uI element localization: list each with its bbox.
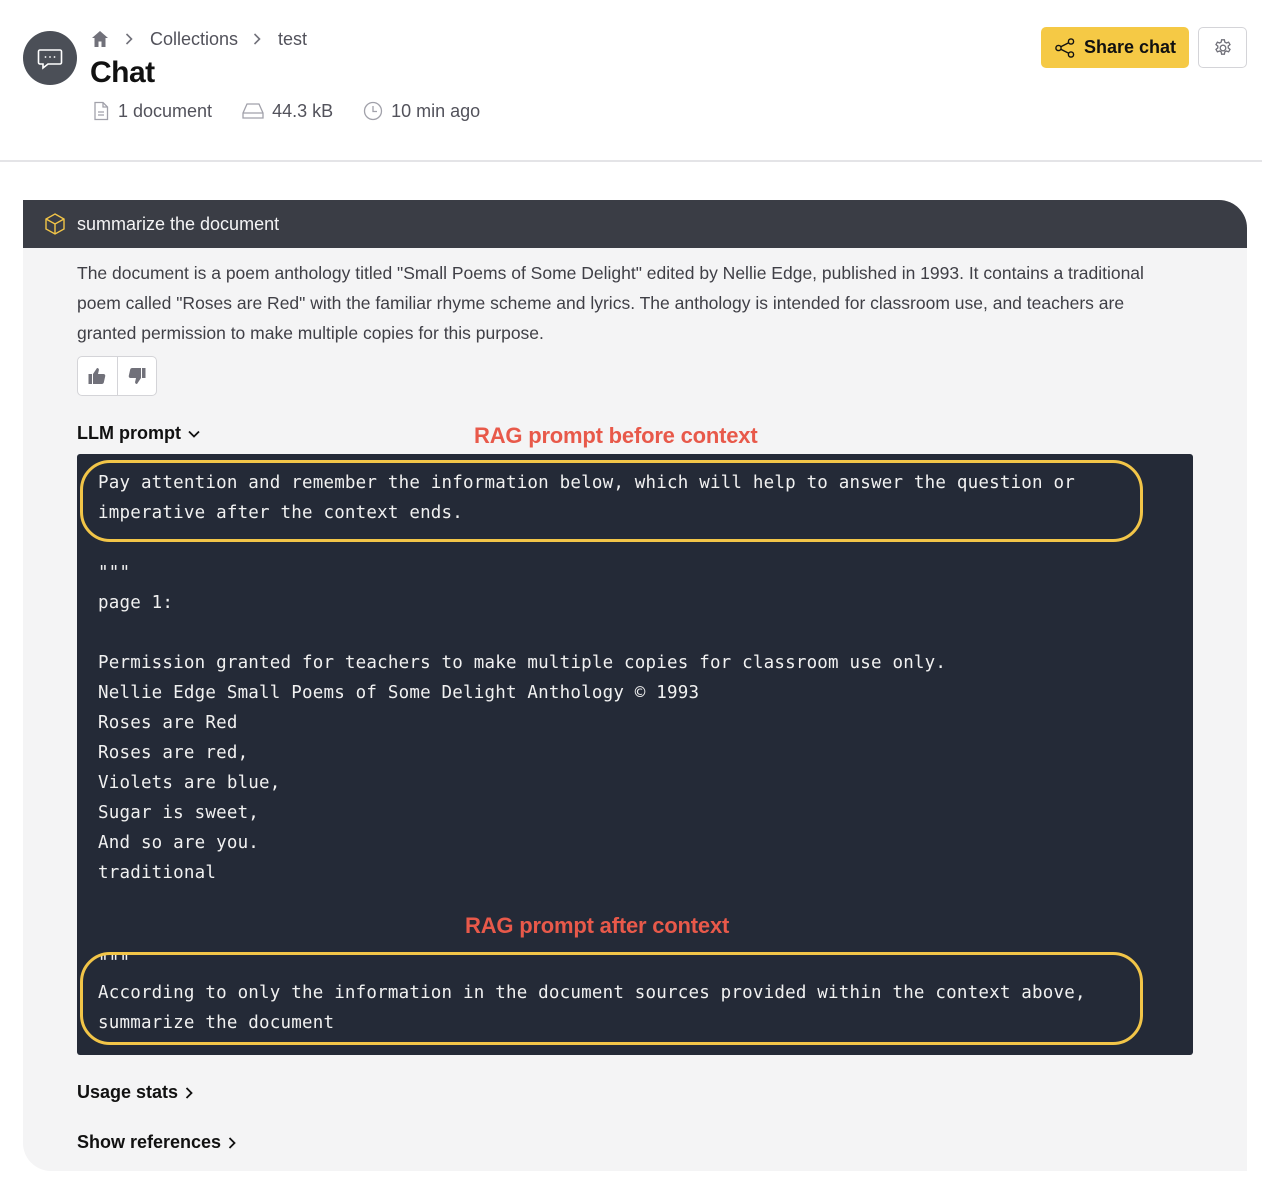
feedback-buttons — [77, 356, 157, 396]
updated-value: 10 min ago — [391, 100, 481, 121]
prompt-line: Nellie Edge Small Poems of Some Delight Anthology © 1993 — [98, 683, 700, 703]
share-icon — [1054, 37, 1084, 59]
question-text: summarize the document — [77, 213, 280, 234]
thumbs-up-icon — [87, 366, 107, 386]
question-bar — [23, 200, 1247, 248]
annotation-before-box — [80, 460, 1143, 542]
prompt-line: Roses are Red — [98, 713, 238, 733]
documents-count: 1 document — [118, 100, 213, 121]
prompt-line: And so are you. — [98, 833, 260, 853]
chevron-right-icon — [252, 32, 262, 46]
chevron-down-icon — [181, 429, 201, 439]
chevron-right-icon — [178, 1086, 194, 1100]
annotation-after-box — [80, 952, 1143, 1045]
meta-documents — [92, 101, 212, 122]
show-references-toggle[interactable] — [77, 1132, 237, 1153]
chevron-right-icon — [221, 1136, 237, 1150]
annotation-after-context: RAG prompt after context — [465, 913, 730, 938]
breadcrumb — [90, 27, 307, 51]
prompt-line: traditional — [98, 863, 217, 883]
meta-updated — [363, 101, 480, 122]
gear-icon — [1213, 38, 1233, 58]
prompt-line: According to only the information in the document sources provided within the context above, — [98, 983, 1086, 1003]
thumbs-up-button[interactable] — [78, 357, 117, 395]
prompt-line: summarize the document — [98, 1013, 335, 1033]
llm-prompt-label: LLM prompt — [77, 423, 181, 443]
usage-stats-label: Usage stats — [77, 1082, 179, 1102]
thumbs-down-icon — [127, 366, 147, 386]
prompt-line: imperative after the context ends. — [98, 503, 464, 523]
settings-button[interactable] — [1198, 27, 1247, 68]
usage-stats-toggle[interactable] — [77, 1082, 194, 1103]
thumbs-down-button[interactable] — [117, 357, 156, 395]
prompt-line: page 1: — [98, 593, 174, 613]
chat-bubble-icon — [23, 31, 77, 85]
breadcrumb-collections[interactable]: Collections — [150, 28, 239, 49]
hard-drive-icon — [242, 102, 272, 120]
clock-icon — [363, 101, 391, 121]
breadcrumb-current[interactable]: test — [278, 28, 308, 49]
answer-text: The document is a poem anthology titled "Small Poems of Some Delight" edited by Nellie Edge, published in 1993. It contains a traditional poem called "Roses are Red" with the familiar rhyme scheme and lyrics. The anthology is intended for classroom use, and teachers are granted permission to make multiple copies for this purpose. — [77, 263, 1144, 343]
chat-meta — [92, 99, 510, 123]
page-header — [0, 0, 1262, 162]
meta-size — [242, 101, 333, 122]
annotation-before-context: RAG prompt before context — [474, 423, 758, 448]
prompt-line: Violets are blue, — [98, 773, 281, 793]
prompt-line: """ — [98, 563, 131, 583]
cube-icon — [43, 212, 67, 236]
prompt-line: """ — [98, 953, 131, 973]
chevron-right-icon — [124, 32, 134, 46]
document-icon — [92, 101, 118, 121]
share-chat-button[interactable] — [1041, 27, 1189, 68]
prompt-line: Permission granted for teachers to make multiple copies for classroom use only. — [98, 653, 947, 673]
home-icon[interactable] — [90, 29, 110, 49]
page-title: Chat — [90, 56, 155, 89]
size-value: 44.3 kB — [272, 100, 334, 121]
show-references-label: Show references — [77, 1132, 222, 1152]
prompt-line: Pay attention and remember the information below, which will help to answer the question or — [98, 473, 1075, 493]
share-chat-label: Share chat — [1083, 37, 1177, 57]
prompt-line: Sugar is sweet, — [98, 803, 260, 823]
llm-prompt-toggle[interactable] — [77, 423, 201, 444]
prompt-line: Roses are red, — [98, 743, 249, 763]
